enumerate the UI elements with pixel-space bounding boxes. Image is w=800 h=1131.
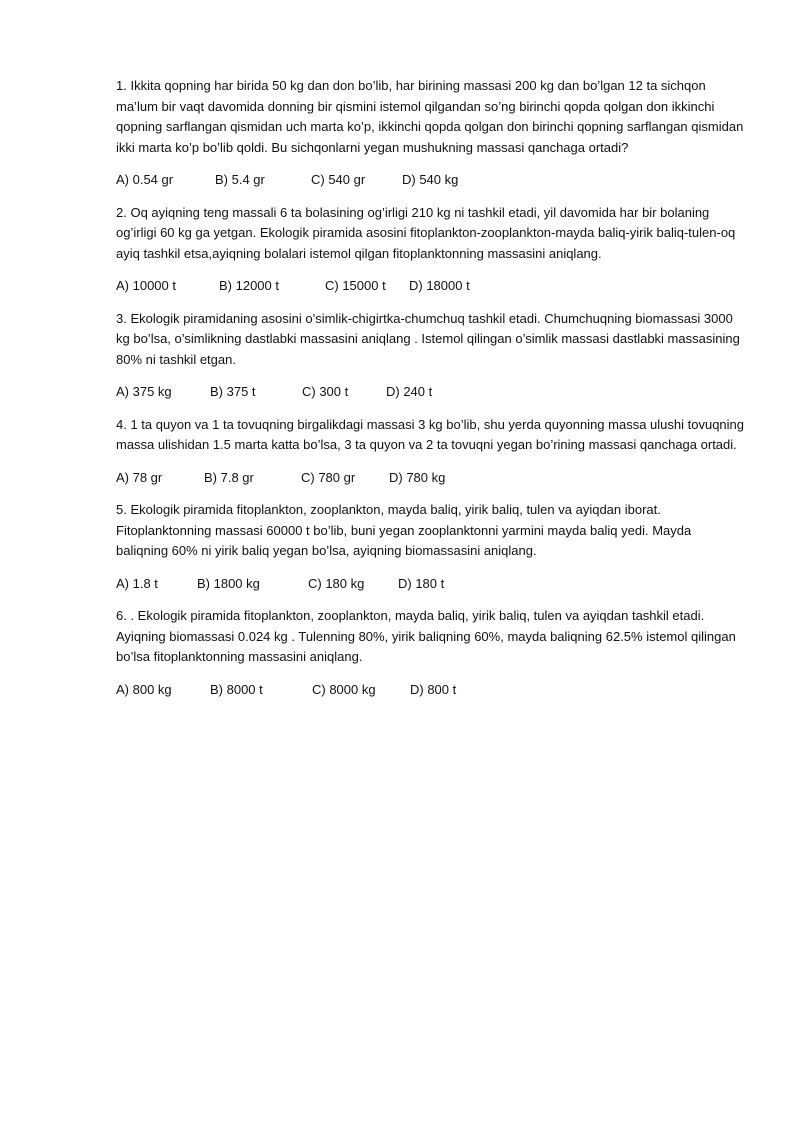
question-3-options xyxy=(116,382,744,403)
option-d: D) 800 t xyxy=(410,681,457,697)
question-6-options xyxy=(116,680,744,701)
question-2-options xyxy=(116,276,744,297)
question-5-options xyxy=(116,574,744,595)
option-b: B) 8000 t xyxy=(210,681,263,697)
question-3-text: 3. Ekologik piramidaning asosini o’simlik-chigirtka-chumchuq tashkil etadi. Chumchuqning biomassasi 3000 kg bo’lsa, o’simlikning dastlabki massasini aniqlang . Istemol qilingan o’simlik massasi dastlabki massasining 80% ni tashkil etgan. xyxy=(116,310,740,367)
option-a: A) 10000 t xyxy=(116,278,176,293)
question-2-text: 2. Oq ayiqning teng massali 6 ta bolasining og’irligi 210 kg ni tashkil etadi, yil davomida har bir bolaning og’irligi 60 kg ga yetgan. Ekologik piramida asosini fitoplankton-zooplankton-mayda baliq-yirik baliq-tulen-oq ayiq tashkil etsa,ayiqning bolalari istemol qilgan fitoplanktonning massasini aniqlang. xyxy=(116,204,736,261)
option-a: A) 375 kg xyxy=(116,384,172,399)
question-5-text: 5. Ekologik piramida fitoplankton, zooplankton, mayda baliq, yirik baliq, tulen va ayiqdan iborat. Fitoplanktonning massasi 60000 t bo’lib, buni yegan zooplanktonni yarmini mayda baliq yedi. Mayda baliqning 60% ni yirik baliq yegan bo’lsa, ayiqning biomassasini aniqlang. xyxy=(116,502,692,558)
option-b: B) 12000 t xyxy=(219,278,279,293)
option-c: C) 8000 kg xyxy=(312,681,376,697)
option-a: A) 78 gr xyxy=(116,469,163,485)
document-page xyxy=(116,76,744,712)
option-d: D) 240 t xyxy=(386,384,433,399)
option-c: C) 15000 t xyxy=(325,278,386,293)
question-1-text: 1. Ikkita qopning har birida 50 kg dan don bo’lib, har birining massasi 200 kg dan bo’lgan 12 ta sichqon ma’lum bir vaqt davomida donning bir qismini istemol qilgandan so’ng birinchi qopda qolgan don ikkinchi qopning sarflangan qismidan uch marta ko’p, ikkinchi qopda qolgan don birinchi qopning sarflangan qismidan ikki marta ko’p bo’lib qoldi. Bu sichqonlarni yegan mushukning massasi qanchaga ortadi? xyxy=(116,78,744,155)
option-a: A) 1.8 t xyxy=(116,575,158,591)
option-b: B) 5.4 gr xyxy=(215,172,265,187)
option-d: D) 780 kg xyxy=(389,469,446,485)
option-b: B) 1800 kg xyxy=(197,575,260,591)
question-4-options xyxy=(116,468,744,489)
option-d: D) 540 kg xyxy=(402,172,459,187)
option-d: D) 18000 t xyxy=(409,278,470,293)
question-1-options xyxy=(116,170,744,191)
option-b: B) 7.8 gr xyxy=(204,469,254,485)
option-c: C) 540 gr xyxy=(311,172,366,187)
option-d: D) 180 t xyxy=(398,575,445,591)
option-a: A) 0.54 gr xyxy=(116,172,174,187)
option-b: B) 375 t xyxy=(210,384,256,399)
option-c: C) 300 t xyxy=(302,384,349,399)
option-c: C) 180 kg xyxy=(308,575,365,591)
question-4-text: 4. 1 ta quyon va 1 ta tovuqning birgalikdagi massasi 3 kg bo’lib, shu yerda quyonning massa ulushi tovuqning massa ulishidan 1.5 marta katta bo’lsa, 3 ta quyon va 2 ta tovuqni yegan bo’rining massasi qanchaga ortadi. xyxy=(116,416,745,452)
question-6-text: 6. . Ekologik piramida fitoplankton, zooplankton, mayda baliq, yirik baliq, tulen va ayiqdan tashkil etadi. Ayiqning biomassasi 0.024 kg . Tulenning 80%, yirik baliqning 60%, mayda baliqning 62.5% istemol qilingan bo’lsa fitoplanktonning massasini aniqlang. xyxy=(116,608,736,664)
option-c: C) 780 gr xyxy=(301,469,356,485)
option-a: A) 800 kg xyxy=(116,681,172,697)
